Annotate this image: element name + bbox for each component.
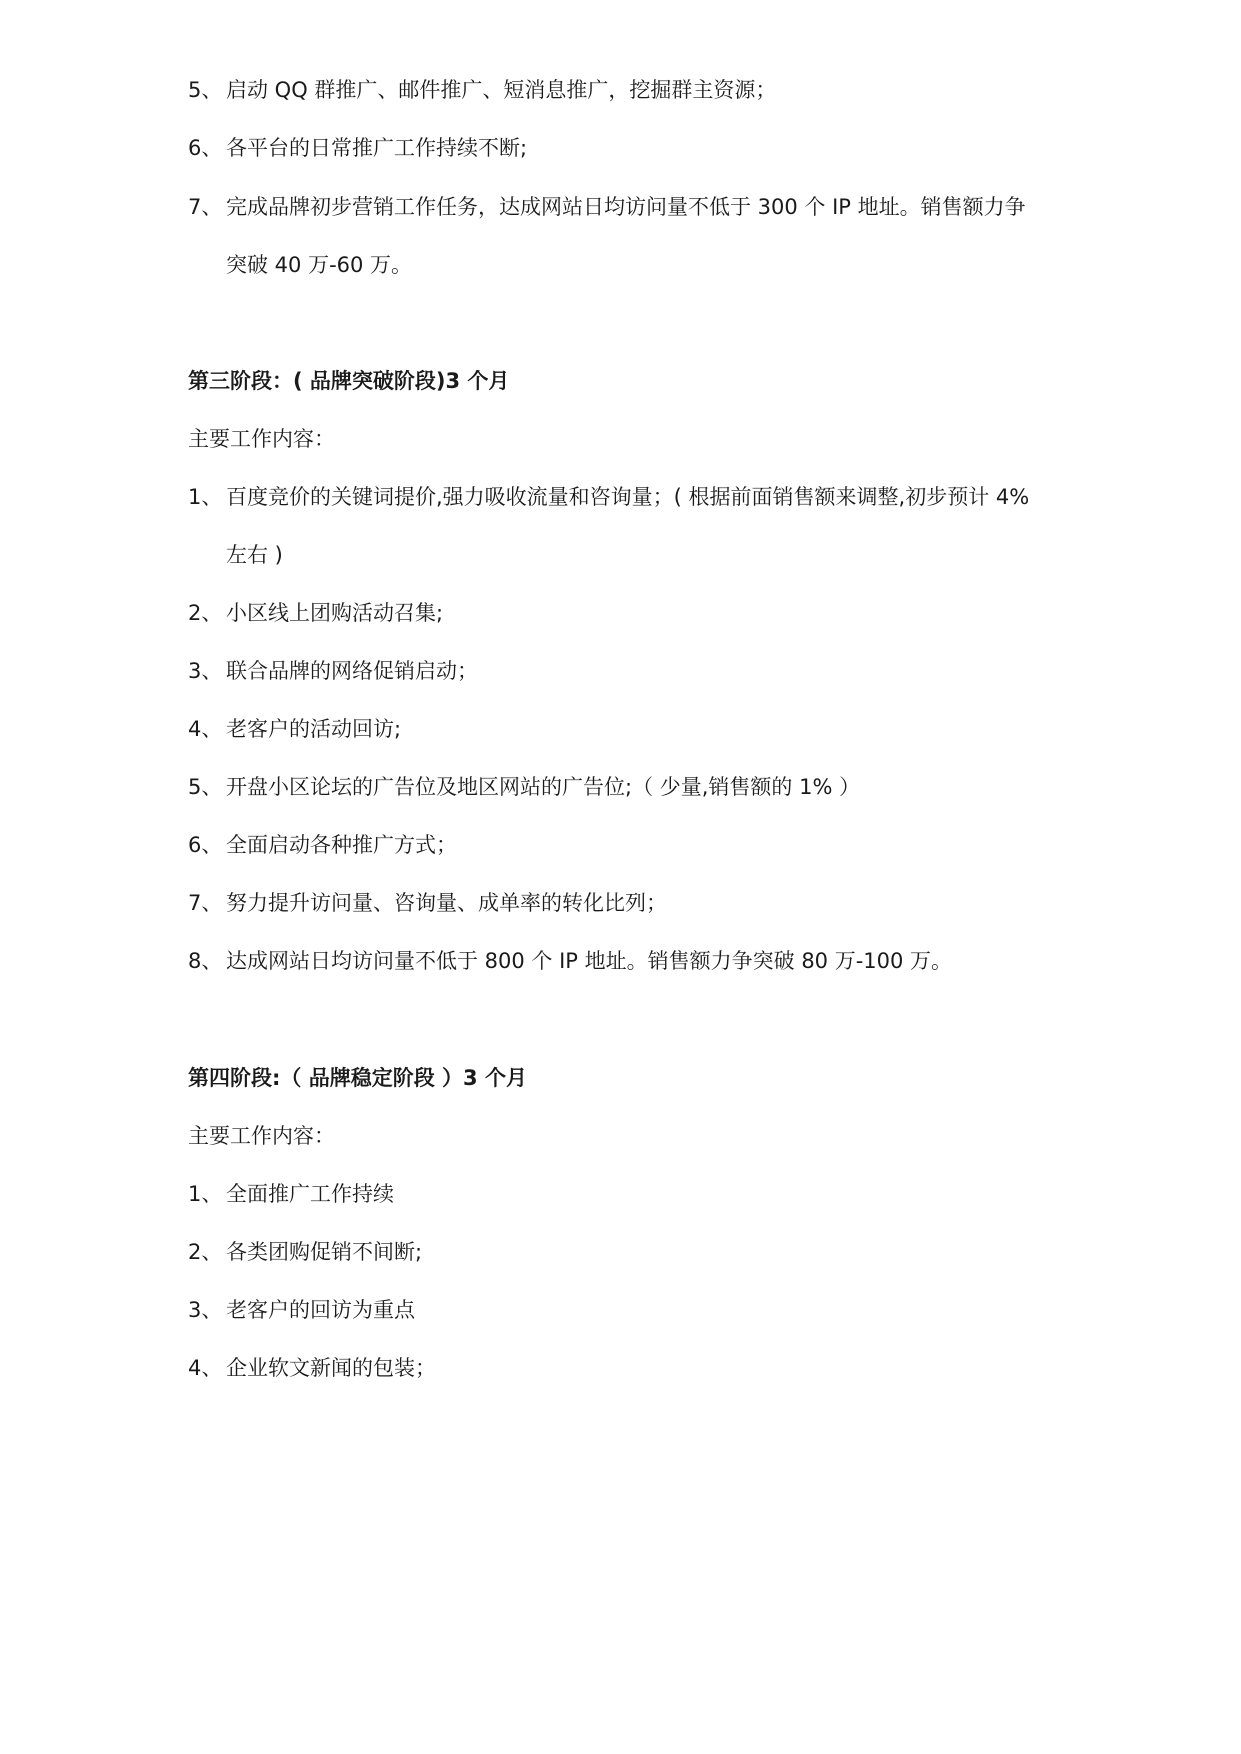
list-item-text: 老客户的活动回访; (226, 717, 402, 741)
list-item-number: 7、 (188, 195, 223, 219)
list-item-text: 企业软文新闻的包装； (226, 1356, 436, 1380)
list-item-text: 达成网站日均访问量不低于 800 个 IP 地址。销售额力争突破 80 万-100 万。 (226, 949, 953, 973)
list-item-text: 各类团购促销不间断; (226, 1240, 423, 1264)
section-subheading: 主要工作内容： (188, 427, 335, 451)
list-item (188, 1238, 422, 1266)
list-item-continuation: 突破 40 万-60 万。 (226, 253, 413, 277)
list-item-number: 6、 (188, 833, 223, 857)
list-item-number: 1、 (188, 485, 223, 509)
list-item-text: 百度竞价的关键词提价,强力吸收流量和咨询量；( 根据前面销售额来调整,初步预计 4% (226, 485, 1030, 509)
list-item-number: 2、 (188, 1240, 223, 1264)
list-item (188, 1354, 436, 1382)
list-item (188, 715, 401, 743)
list-item (188, 831, 457, 859)
list-item (188, 193, 1026, 221)
list-item-text: 开盘小区论坛的广告位及地区网站的广告位;（ 少量,销售额的 1% ） (226, 775, 861, 799)
list-item-continuation: 左右 ) (226, 543, 283, 567)
list-item-number: 4、 (188, 717, 223, 741)
list-item-number: 3、 (188, 1298, 223, 1322)
list-item-number: 4、 (188, 1356, 223, 1380)
list-item (188, 947, 952, 975)
list-item (188, 657, 478, 685)
list-item-number: 7、 (188, 891, 223, 915)
list-item-number: 8、 (188, 949, 223, 973)
list-item (188, 773, 860, 801)
list-item (188, 1180, 394, 1208)
list-item-number: 3、 (188, 659, 223, 683)
list-item-number: 2、 (188, 601, 223, 625)
list-item-text: 老客户的回访为重点 (226, 1298, 415, 1322)
list-item-text: 联合品牌的网络促销启动； (226, 659, 478, 683)
section-heading: 第三阶段：( 品牌突破阶段)3 个月 (188, 369, 510, 393)
list-item (188, 599, 443, 627)
list-item-number: 6、 (188, 136, 223, 160)
list-item-text: 完成品牌初步营销工作任务，达成网站日均访问量不低于 300 个 IP 地址。销售额力争 (226, 195, 1026, 219)
list-item-text: 小区线上团购活动召集; (226, 601, 444, 625)
list-item-number: 5、 (188, 775, 223, 799)
list-item-text: 努力提升访问量、咨询量、成单率的转化比列； (226, 891, 667, 915)
list-item-text: 各平台的日常推广工作持续不断; (226, 136, 528, 160)
list-item-number: 5、 (188, 78, 223, 102)
section-heading: 第四阶段:（ 品牌稳定阶段 ）3 个月 (188, 1066, 527, 1090)
list-item-text: 全面推广工作持续 (226, 1182, 394, 1206)
list-item (188, 889, 667, 917)
list-item (188, 1296, 415, 1324)
list-item (188, 483, 1029, 511)
list-item-text: 全面启动各种推广方式； (226, 833, 457, 857)
list-item (188, 134, 527, 162)
list-item (188, 76, 776, 104)
list-item-text: 启动 QQ 群推广、邮件推广、短消息推广，挖掘群主资源； (226, 78, 777, 102)
list-item-number: 1、 (188, 1182, 223, 1206)
section-subheading: 主要工作内容： (188, 1124, 335, 1148)
